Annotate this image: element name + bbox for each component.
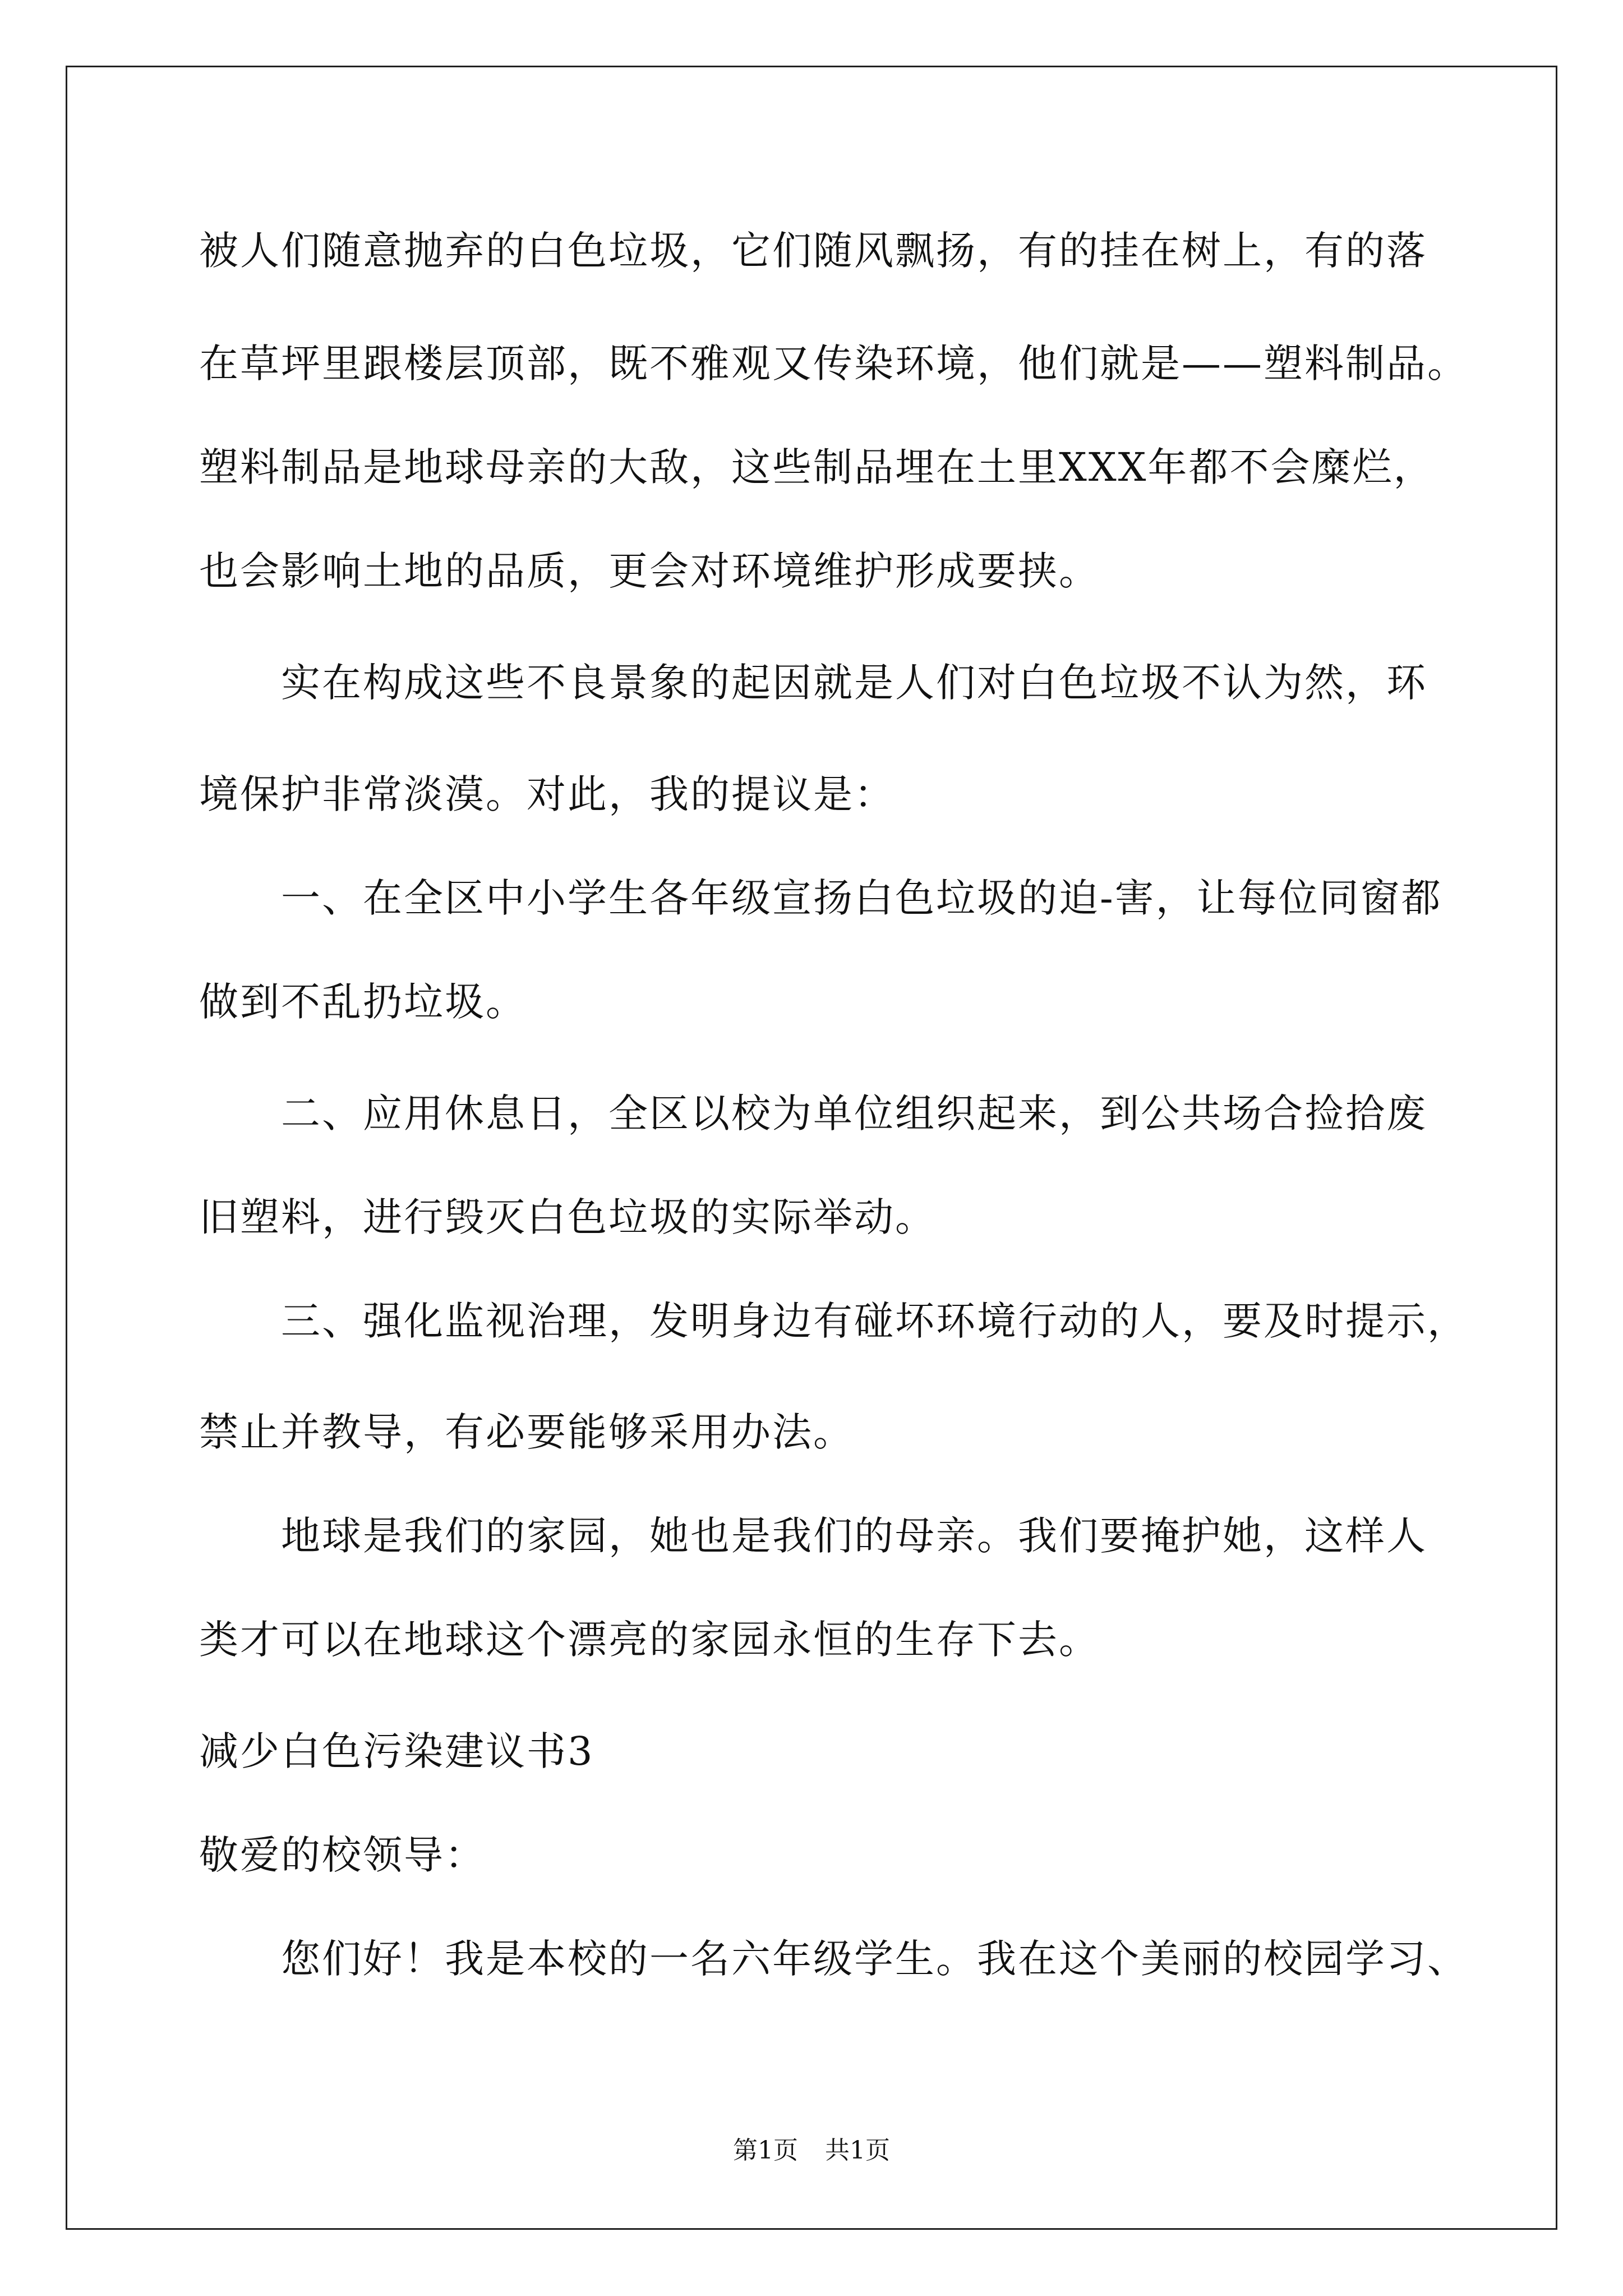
- text-line: 二、应用休息日，全区以校为单位组织起来，到公共场合捡拾废: [281, 1091, 1427, 1137]
- page-total: 共1页: [825, 2136, 890, 2165]
- text-line: 旧塑料，进行毁灭白色垃圾的实际举动。: [199, 1194, 936, 1240]
- text-line: 也会影响土地的品质，更会对环境维护形成要挟。: [199, 548, 1100, 594]
- text-line: 三、强化监视治理，发明身边有碰坏环境行动的人，要及时提示，: [281, 1298, 1468, 1344]
- text-line: 实在构成这些不良景象的起因就是人们对白色垃圾不认为然，环: [281, 660, 1427, 706]
- text-line: 一、在全区中小学生各年级宣扬白色垃圾的迫-害，让每位同窗都: [281, 875, 1442, 921]
- text-line: 类才可以在地球这个漂亮的家园永恒的生存下去。: [199, 1617, 1100, 1663]
- text-line: 做到不乱扔垃圾。: [199, 979, 527, 1025]
- text-line: 被人们随意抛弃的白色垃圾，它们随风飘扬，有的挂在树上，有的落: [199, 228, 1427, 274]
- text-line: 塑料制品是地球母亲的大敌，这些制品埋在土里XXX年都不会糜烂，: [199, 444, 1435, 490]
- section-heading: 减少白色污染建议书3: [199, 1728, 594, 1774]
- salutation: 敬爱的校领导：: [199, 1832, 486, 1878]
- text-line: 地球是我们的家园，她也是我们的母亲。我们要掩护她，这样人: [281, 1513, 1427, 1559]
- text-line: 您们好！我是本校的一名六年级学生。我在这个美丽的校园学习、: [281, 1936, 1468, 1982]
- page-border: [66, 66, 1557, 2230]
- text-line: 禁止并教导，有必要能够采用办法。: [199, 1409, 854, 1455]
- page-number: 第1页: [733, 2136, 798, 2165]
- text-line: 在草坪里跟楼层顶部，既不雅观又传染环境，他们就是——塑料制品。: [199, 341, 1468, 386]
- text-line: 境保护非常淡漠。对此，我的提议是：: [199, 771, 895, 817]
- page-footer: [0, 2130, 1623, 2166]
